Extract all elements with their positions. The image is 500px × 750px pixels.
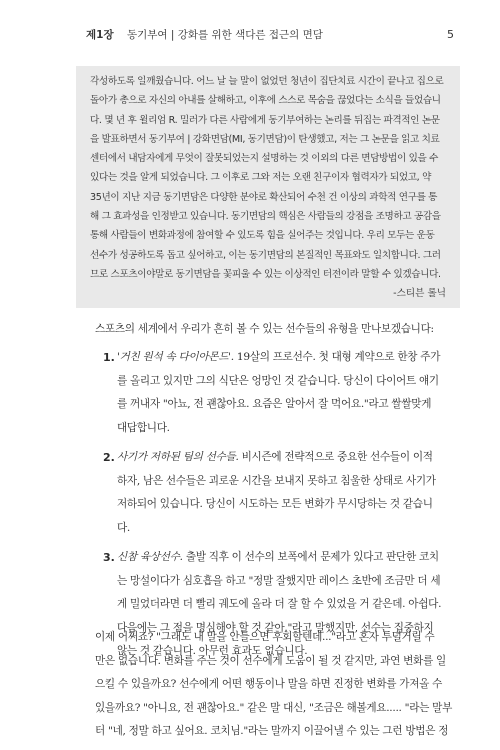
quote-line: 35년이 지난 지금 동기면담은 다양한 분야로 확산되어 수천 건 이상의 과학적 연구를 통 <box>90 191 438 203</box>
chapter-title: 동기부여 | 강화를 위한 색다른 접근의 면담 <box>126 28 323 41</box>
list-item <box>95 446 465 540</box>
quote-line: 해 그 효과성을 인정받고 있습니다. 동기면담의 핵심은 사람들의 강점을 조명하고 공감을 <box>90 211 441 223</box>
list-number: 1. <box>103 351 115 364</box>
intro-line: 스포츠의 세계에서 우리가 흔히 볼 수 있는 선수들의 유형을 만나보겠습니다: <box>95 323 434 335</box>
quote-line: 선수가 성공하도록 돕고 싶어하고, 이는 동기면담의 본질적인 목표와도 일치합니다. 그러 <box>90 249 441 261</box>
list-line: 않는 것 같습니다. 아무런 효과도 없습니다. <box>117 645 308 657</box>
list-first-rest: 19살의 프로선수. 첫 대형 계약으로 한창 주가 <box>233 351 441 363</box>
quote-line: 을 발표하면서 동기부여 | 강화면담(MI, 동기면담)이 탄생했고, 저는 그 논문을 읽고 치료 <box>90 133 440 145</box>
list-line: 게 밀었더라면 더 빨리 궤도에 올라 더 잘 할 수 있었을 거 같은데. 아쉽다. <box>117 598 442 610</box>
list-line: 를 꺼내자 "아뇨, 전 괜찮아요. 요즘은 알아서 잘 먹어요."라고 쌀쌀맞게 <box>117 398 432 410</box>
list-first-line <box>117 546 465 570</box>
chapter-label: 제1장 <box>86 28 114 41</box>
list-first-rest: 비시즌에 전략적으로 중요한 선수들이 이적 <box>238 451 433 463</box>
list-line: 다. <box>117 521 131 534</box>
list-number: 2. <box>103 451 115 464</box>
quote-line: 돌아가 총으로 자신의 아내를 살해하고, 이후에 스스로 목숨을 끊었다는 소식을 들었습니 <box>90 95 441 107</box>
list-line: 다음에는 그 점을 명심해야 할 것 같아."라고 말했지만, 선수는 집중하지 <box>117 621 434 634</box>
quote-line: 통해 사람들이 변화과정에 참여할 수 있도록 힘을 실어주는 것입니다. 우리 모두는 운동 <box>90 230 435 242</box>
quote-line: 각성하도록 일깨웠습니다. 어느 날 늘 말이 없었던 청년이 집단치료 시간이 끝나고 집으로 <box>90 76 444 87</box>
header-title-group <box>86 27 323 42</box>
list-line: 하자, 남은 선수들은 괴로운 시간을 보내지 못하고 침울한 상태로 사기가 <box>117 474 436 487</box>
list-line: 대답합니다. <box>117 421 170 434</box>
list-line: 는 망설이다가 심호흡을 하고 "정말 잘했지만 레이스 초반에 조금만 더 세 <box>117 574 441 587</box>
intro-paragraph <box>95 318 465 342</box>
running-header <box>86 26 454 42</box>
quote-line: 다. 몇 년 후 윌리엄 R. 밀러가 다른 사람에게 동기부여하는 논리를 뒤집는 파격적인 논문 <box>90 114 440 126</box>
list-first-rest: 출발 직후 이 선수의 보폭에서 문제가 있다고 판단한 코치 <box>182 551 439 563</box>
quote-attribution: -스티븐 롤닉 <box>393 288 446 300</box>
quote-box <box>76 66 460 308</box>
closing-line: 이제 어쩌죠? "그래도 내 말을 안들으면 후회할텐데..."라고 혼자 투덜거릴 수 <box>95 631 435 643</box>
list-number: 3. <box>103 551 115 564</box>
quote-line: 있다는 것을 알게 되었습니다. 그 이후로 그와 저는 오랜 친구이자 협력자가 되었고, 약 <box>90 172 431 184</box>
list-first-line <box>117 446 465 470</box>
list-lead: 신참 육상선수. <box>117 551 183 563</box>
page-number: 5 <box>447 27 454 41</box>
closing-line: 있을까요? "아니요, 전 괜찮아요." 같은 말 대신, "조금은 해볼게요..... "라는 말부 <box>95 701 453 714</box>
list-lead: 사기가 저하된 팀의 선수들. <box>117 451 239 463</box>
list-line: 저하되어 있습니다. 당신이 시도하는 모든 변화가 무시당하는 것 같습니 <box>117 498 433 510</box>
quote-line: 센터에서 내담자에게 무엇이 잘못되었는지 설명하는 것 이외의 다른 면담방법이 있을 수 <box>90 153 439 165</box>
athlete-type-list <box>95 346 465 670</box>
closing-line: 으킬 수 있을까요? 선수에게 어떤 행동이나 말을 하면 진정한 변화를 가져올 수 <box>95 678 443 690</box>
list-line: 를 올리고 있지만 그의 식단은 엉망인 것 같습니다. 당신이 다이어트 얘기 <box>117 374 439 387</box>
closing-line: 터 "네, 정말 하고 싶어요. 코치님."라는 말까지 이끌어낼 수 있는 그런 방법은 정 <box>95 725 449 737</box>
closing-line: 만은 없습니다. 변화를 주는 것이 선수에게 도움이 될 것 같지만, 과연 변화를 일 <box>95 654 446 667</box>
list-lead: '거친 원석 속 다이아몬드'. <box>117 351 234 363</box>
list-item <box>95 346 465 440</box>
quote-line: 므로 스포츠이야말로 동기면담을 꽃피울 수 있는 이상적인 터전이라 말할 수 있겠습니다. <box>90 268 441 280</box>
list-first-line <box>117 346 465 370</box>
closing-paragraph <box>95 626 465 744</box>
